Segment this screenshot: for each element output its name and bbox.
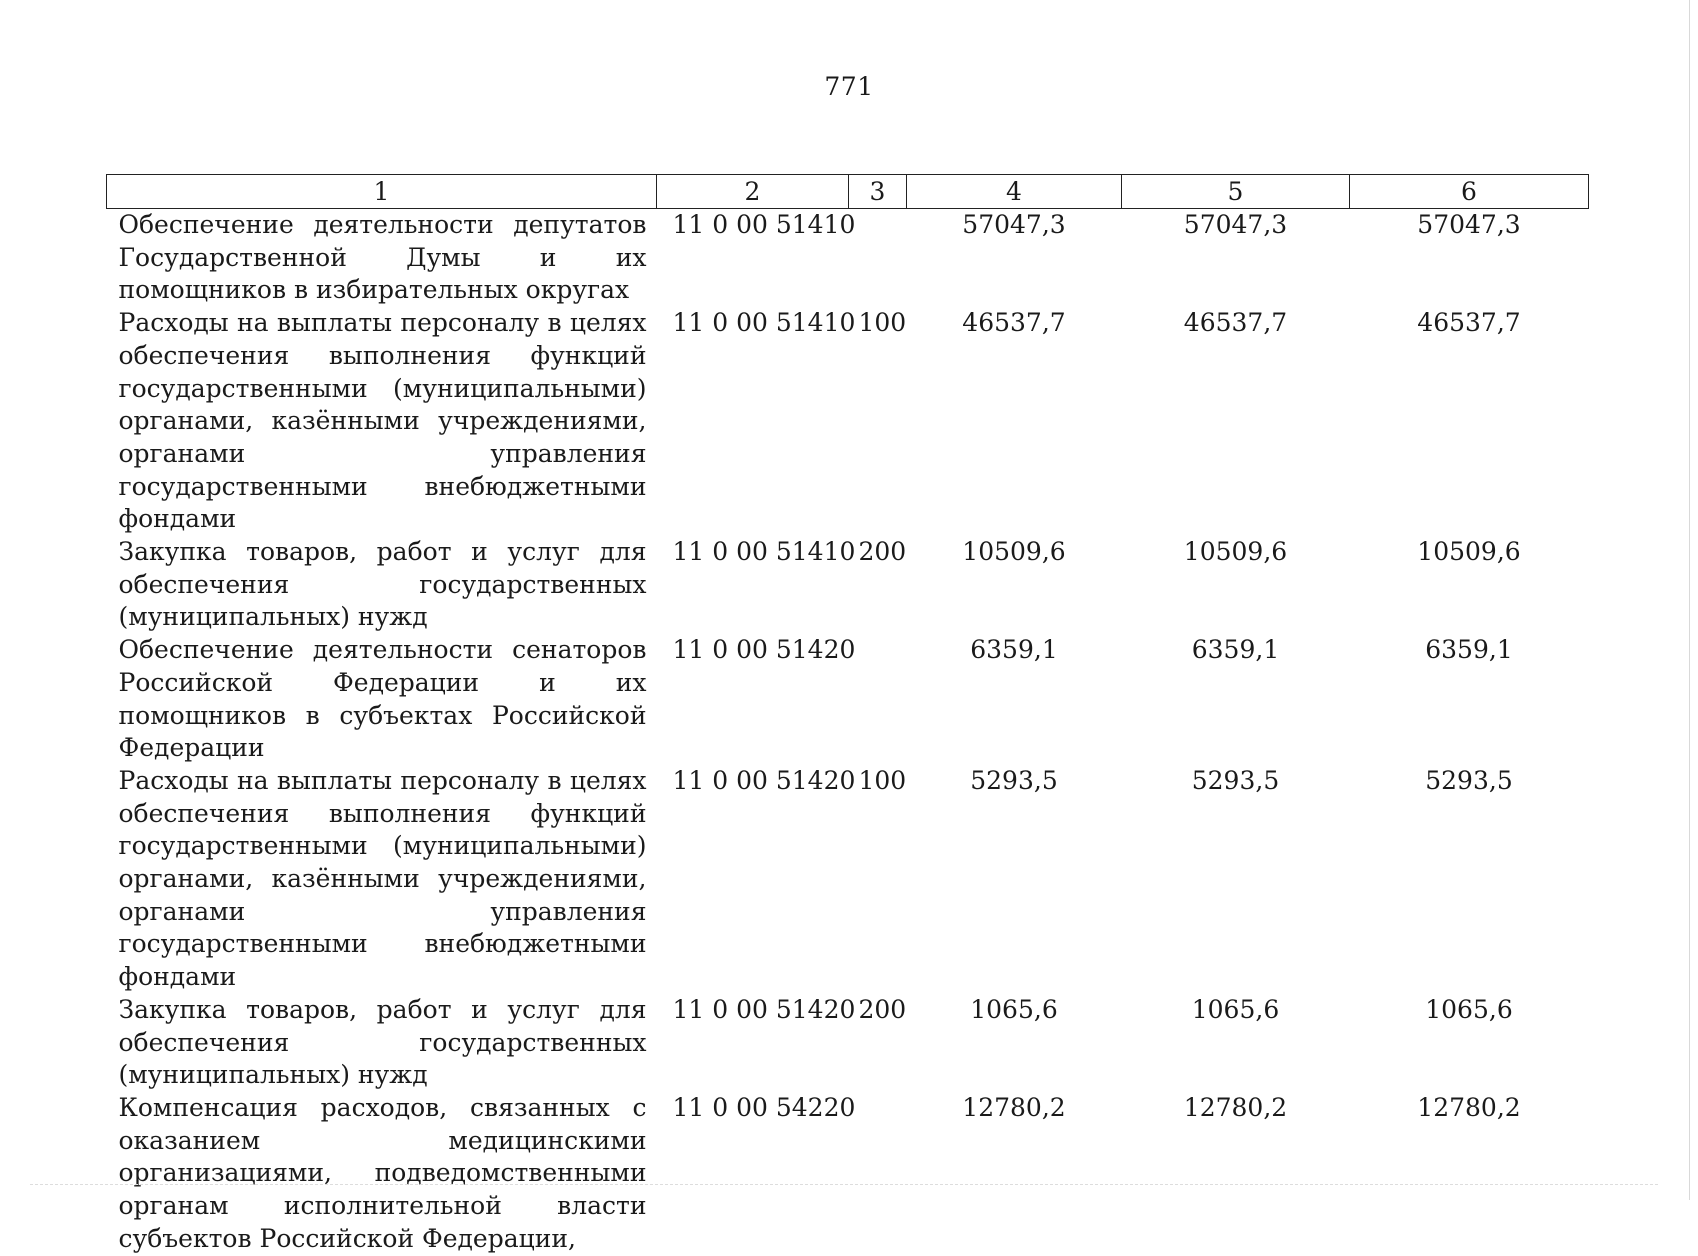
row-target-code: 11 0 00 51420 [672,994,856,1024]
budget-table [106,174,1589,1256]
row-expense-type: 100 [858,765,907,795]
page-number: 771 [824,72,874,101]
row-name: Закупка товаров, работ и услуг для обеспечения государственных (муниципальных) нужд [118,537,647,632]
row-expense-type: 200 [858,994,907,1024]
table-row [107,307,1589,536]
column-header-4: 4 [907,175,1122,209]
row-target-code: 11 0 00 51410 [672,210,856,239]
row-value-col5: 12780,2 [1183,1092,1288,1122]
row-expense-type [849,1092,907,1256]
row-value-col4: 10509,6 [962,537,1066,567]
row-target-code: 11 0 00 51410 [672,537,856,567]
table-row [107,209,1589,308]
row-value-col5: 10509,6 [1183,537,1288,567]
table-row [107,634,1589,765]
table-row [107,994,1589,1092]
row-name: Закупка товаров, работ и услуг для обеспечения государственных (муниципальных) нужд [118,994,647,1090]
column-header-3: 3 [849,175,907,209]
row-target-code: 11 0 00 51420 [672,765,856,795]
row-value-col6: 6359,1 [1425,635,1513,665]
column-header-6: 6 [1350,175,1589,209]
row-value-col6: 57047,3 [1417,210,1521,239]
row-value-col5: 1065,6 [1191,994,1280,1024]
row-value-col6: 46537,7 [1417,308,1521,338]
row-expense-type [849,634,907,765]
row-target-code: 11 0 00 51410 [672,308,856,338]
row-value-col6: 12780,2 [1417,1092,1521,1122]
row-target-code: 11 0 00 51420 [672,635,856,665]
row-value-col6: 5293,5 [1425,765,1513,795]
row-value-col6: 10509,6 [1417,537,1521,567]
row-value-col4: 6359,1 [970,635,1058,665]
column-header-2: 2 [657,175,849,209]
header-row [107,175,1589,209]
row-value-col4: 12780,2 [962,1092,1066,1122]
row-expense-type [849,209,907,308]
row-value-col5: 6359,1 [1191,635,1280,665]
row-value-col6: 1065,6 [1425,994,1513,1024]
row-name: Расходы на выплаты персоналу в целях обеспечения выполнения функций государственными (муниципальными) органами, казёнными учреждениями, органами управления государственными внебюджетными фондами [118,308,647,534]
scan-edge-line [1689,0,1690,1200]
row-expense-type: 100 [858,308,907,338]
row-value-col5: 57047,3 [1183,210,1288,239]
row-value-col4: 57047,3 [962,210,1066,239]
row-name: Обеспечение деятельности депутатов Государственной Думы и их помощников в избирательных округах [118,210,647,305]
column-header-5: 5 [1122,175,1350,209]
row-value-col4: 1065,6 [970,994,1058,1024]
row-value-col5: 46537,7 [1183,308,1288,338]
table-row [107,1092,1589,1256]
column-header-1: 1 [107,175,657,209]
table-row [107,765,1589,994]
row-expense-type: 200 [858,537,907,567]
row-value-col5: 5293,5 [1191,765,1280,795]
table-body [107,209,1589,1256]
row-target-code: 11 0 00 54220 [672,1092,856,1122]
row-value-col4: 46537,7 [962,308,1066,338]
table-header [107,175,1589,209]
row-value-col4: 5293,5 [970,765,1058,795]
row-name: Расходы на выплаты персоналу в целях обеспечения выполнения функций государственными (муниципальными) органами, казёнными учреждениями, органами управления государственными внебюджетными фондами [118,765,647,992]
row-name: Обеспечение деятельности сенаторов Российской Федерации и их помощников в субъектах Российской Федерации [118,635,647,763]
scan-bottom-line [30,1184,1658,1186]
table-row [107,536,1589,634]
row-name: Компенсация расходов, связанных с оказанием медицинскими организациями, подведомственными органам исполнительной власти субъектов Российской Федерации, [118,1092,647,1253]
